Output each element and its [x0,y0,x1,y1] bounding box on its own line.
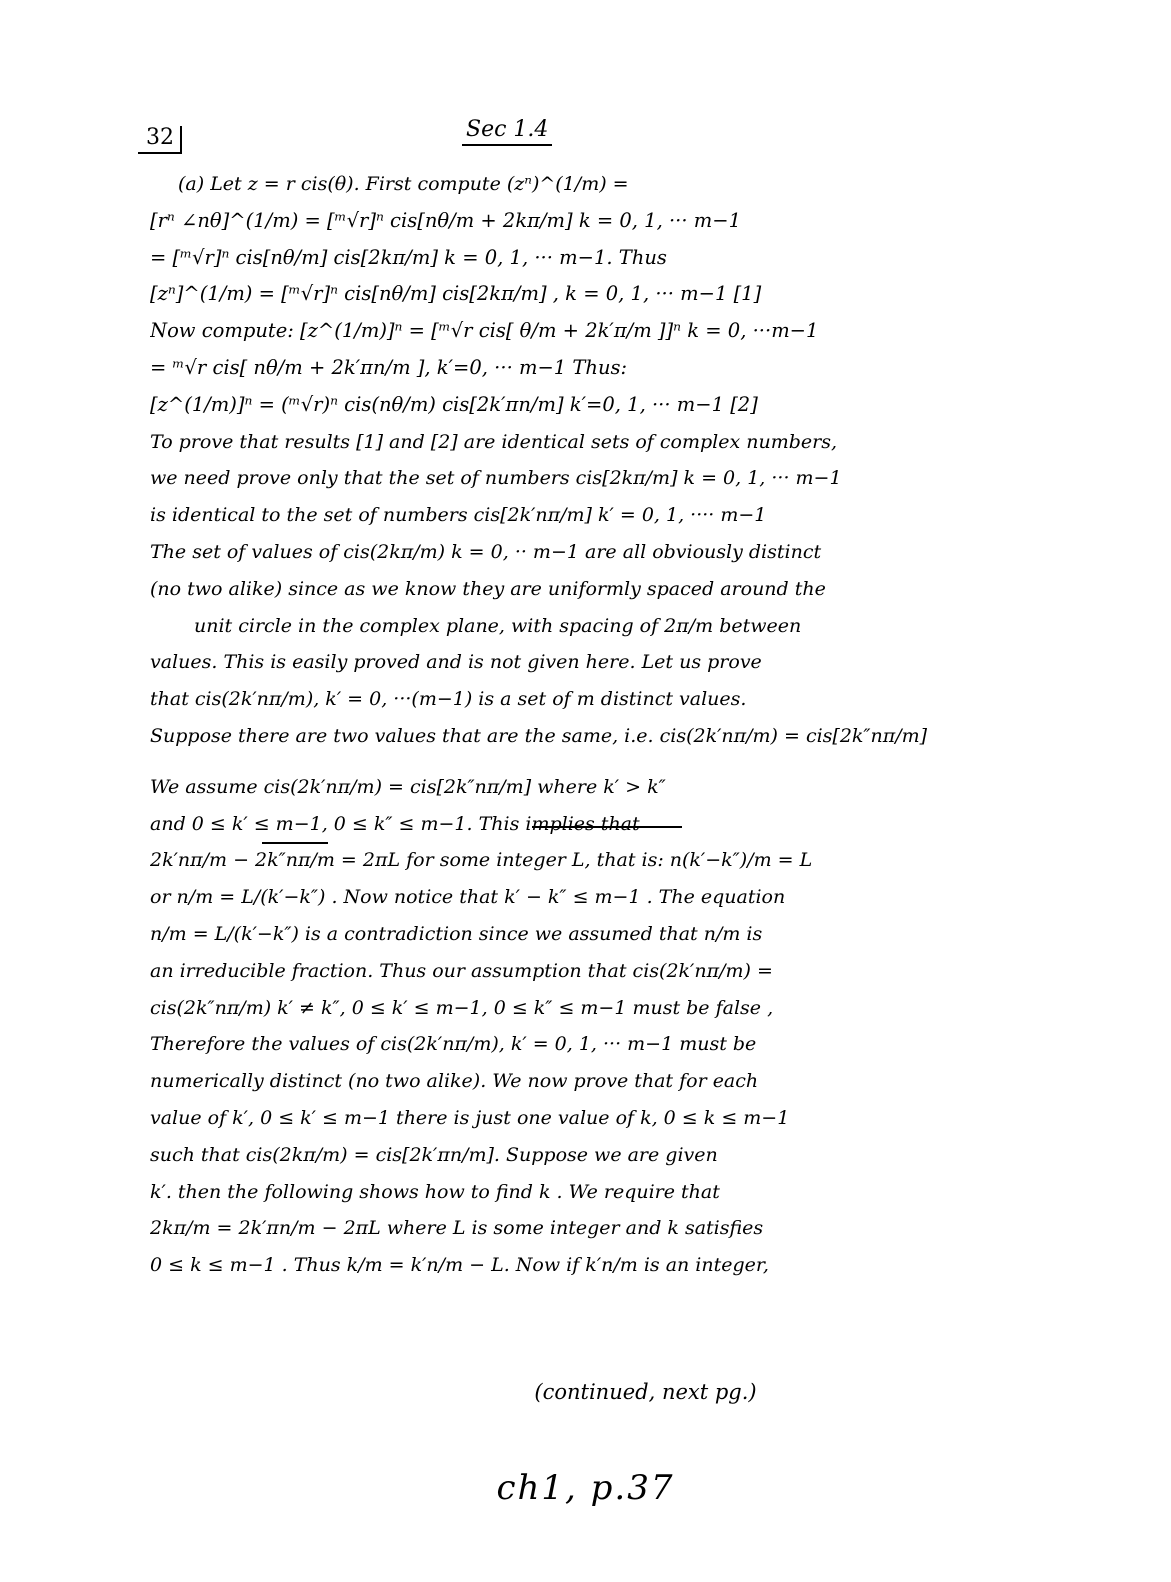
text-line: To prove that results [1] and [2] are identical sets of complex numbers, [150,430,837,453]
text-line: that cis(2k′nπ/m), k′ = 0, ···(m−1) is a set of m distinct values. [150,688,747,711]
text-line: = [ᵐ√r]ⁿ cis[nθ/m] cis[2kπ/m] k = 0, 1, ··· m−1. Thus [150,245,667,269]
text-line: is identical to the set of numbers cis[2k′nπ/m] k′ = 0, 1, ···· m−1 [150,504,767,527]
text-line: values. This is easily proved and is not given here. Let us prove [150,651,762,674]
text-line: (no two alike) since as we know they are uniformly spaced around the [150,577,826,600]
text-line: Suppose there are two values that are the same, i.e. cis(2k′nπ/m) = cis[2k″nπ/m] [150,724,928,747]
text-line: cis(2k″nπ/m) k′ ≠ k″, 0 ≤ k′ ≤ m−1, 0 ≤ k″ ≤ m−1 must be false , [150,996,774,1019]
text-line: We assume cis(2k′nπ/m) = cis[2k″nπ/m] where k′ > k″ [150,775,666,798]
handwritten-body [150,166,1000,1284]
text-line: Therefore the values of cis(2k′nπ/m), k′ = 0, 1, ··· m−1 must be [150,1033,757,1056]
text-line: such that cis(2kπ/m) = cis[2k′πn/m]. Suppose we are given [150,1143,718,1166]
text-line: numerically distinct (no two alike). We now prove that for each [150,1070,759,1093]
text-line: [rⁿ ∠nθ]^(1/m) = [ᵐ√r]ⁿ cis[nθ/m + 2kπ/m] k = 0, 1, ··· m−1 [150,208,742,232]
text-line: [z^(1/m)]ⁿ = (ᵐ√r)ⁿ cis(nθ/m) cis[2k′πn/m] k′=0, 1, ··· m−1 [2] [150,392,758,416]
text-line: [zⁿ]^(1/m) = [ᵐ√r]ⁿ cis[nθ/m] cis[2kπ/m] , k = 0, 1, ··· m−1 [1] [150,282,762,306]
text-line: k′. then the following shows how to find k . We require that [150,1180,720,1203]
text-line: Now compute: [z^(1/m)]ⁿ = [ᵐ√r cis[ θ/m + 2k′π/m ]]ⁿ k = 0, ···m−1 [150,319,819,343]
continued-note: (continued, next pg.) [534,1380,757,1404]
text-line: (a) Let z = r cis(θ). First compute (zⁿ)^(1/m) = [178,173,629,195]
text-line: unit circle in the complex plane, with spacing of 2π/m between [194,614,802,637]
text-line: 2k′nπ/m − 2k″nπ/m = 2πL for some integer L, that is: n(k′−k″)/m = L [150,849,813,872]
text-line: and 0 ≤ k′ ≤ m−1, 0 ≤ k″ ≤ m−1. This implies that [150,812,640,835]
text-line: = ᵐ√r cis[ nθ/m + 2k′πn/m ], k′=0, ··· m−1 Thus: [150,355,628,379]
text-line: an irreducible fraction. Thus our assumption that cis(2k′nπ/m) = [150,959,773,982]
text-line: The set of values of cis(2kπ/m) k = 0, ·· m−1 are all obviously distinct [150,540,822,563]
page-number: 32 [138,126,182,154]
text-line: or n/m = L/(k′−k″) . Now notice that k′ − k″ ≤ m−1 . The equation [150,886,786,909]
overbar-divider [262,842,328,844]
overbar-divider [532,826,682,828]
text-line: 2kπ/m = 2k′πn/m − 2πL where L is some integer and k satisfies [150,1217,764,1240]
page-footer: ch1, p.37 [496,1468,675,1508]
text-line: n/m = L/(k′−k″) is a contradiction since we assumed that n/m is [150,922,763,945]
text-line: value of k′, 0 ≤ k′ ≤ m−1 there is just one value of k, 0 ≤ k ≤ m−1 [150,1106,790,1129]
text-line: 0 ≤ k ≤ m−1 . Thus k/m = k′n/m − L. Now if k′n/m is an integer, [150,1254,769,1277]
text-line: we need prove only that the set of numbers cis[2kπ/m] k = 0, 1, ··· m−1 [150,467,842,490]
section-heading: Sec 1.4 [462,118,552,146]
